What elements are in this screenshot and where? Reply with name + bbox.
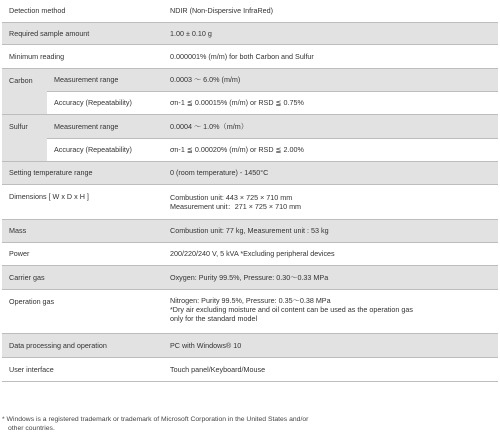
table-row	[2, 138, 498, 161]
operation-gas-line: Nitrogen: Purity 99.5%, Pressure: 0.35～0.38 MPa	[170, 295, 331, 305]
row-value: 0.0003 ～ 6.0% (m/m)	[163, 68, 498, 91]
row-value	[163, 184, 498, 219]
row-label: Detection method	[2, 0, 163, 22]
table-row	[2, 184, 498, 219]
row-value: σn-1 ≦ 0.00020% (m/m) or RSD ≦ 2.00%	[163, 138, 498, 161]
dimensions-measurement: Measurement unit：271 × 725 × 710 mm	[170, 201, 302, 211]
table-row	[2, 357, 498, 381]
row-label: Operation gas	[2, 289, 163, 333]
row-label: Data processing and operation	[2, 333, 163, 357]
row-label: Measurement range	[47, 114, 163, 138]
trademark-footnote	[2, 415, 482, 433]
sulfur-group-label: Sulfur	[2, 114, 47, 161]
table-row	[2, 161, 498, 184]
row-label: Accuracy (Repeatability)	[47, 91, 163, 114]
row-value: σn-1 ≦ 0.00015% (m/m) or RSD ≦ 0.75%	[163, 91, 498, 114]
row-label: Setting temperature range	[2, 161, 163, 184]
table-row	[2, 22, 498, 44]
table-row	[2, 265, 498, 289]
row-label: Minimum reading	[2, 44, 163, 68]
table-row	[2, 44, 498, 68]
carbon-group-label: Carbon	[2, 68, 47, 114]
footnote-line: * Windows is a registered trademark or trademark of Microsoft Corporation in the United States and/or	[2, 416, 309, 423]
row-value: Combustion unit: 77 kg, Measurement unit : 53 kg	[163, 219, 498, 242]
row-value: 0 (room temperature) - 1450°C	[163, 161, 498, 184]
row-label: Mass	[2, 219, 163, 242]
row-value: NDIR (Non-Dispersive InfraRed)	[163, 0, 498, 22]
row-label: User interface	[2, 357, 163, 381]
table-row	[2, 333, 498, 357]
dimensions-combustion: Combustion unit: 443 × 725 × 710 mm	[170, 192, 293, 202]
row-value: Oxygen: Purity 99.5%, Pressure: 0.30～0.33 MPa	[163, 265, 498, 289]
table-row	[2, 289, 498, 333]
table-row	[2, 0, 498, 22]
row-value: PC with Windows® 10	[163, 333, 498, 357]
operation-gas-line: only for the standard model	[170, 313, 258, 323]
table-row	[2, 114, 498, 138]
operation-gas-line: *Dry air excluding moisture and oil content can be used as the operation gas	[170, 304, 413, 314]
table-row	[2, 242, 498, 265]
row-value: 0.000001% (m/m) for both Carbon and Sulfur	[163, 44, 498, 68]
row-label: Power	[2, 242, 163, 265]
row-value: 1.00 ± 0.10 g	[163, 22, 498, 44]
row-label: Required sample amount	[2, 22, 163, 44]
footnote-line: other countries.	[8, 425, 55, 432]
specifications-table	[2, 0, 498, 382]
row-value: 200/220/240 V, 5 kVA *Excluding peripheral devices	[163, 242, 498, 265]
row-label: Accuracy (Repeatability)	[47, 138, 163, 161]
row-value: Touch panel/Keyboard/Mouse	[163, 357, 498, 381]
row-label: Measurement range	[47, 68, 163, 91]
table-row	[2, 91, 498, 114]
row-label: Carrier gas	[2, 265, 163, 289]
row-label: Dimensions [ W x D x H ]	[2, 184, 163, 219]
row-value	[163, 289, 498, 333]
table-row	[2, 68, 498, 91]
table-row	[2, 219, 498, 242]
row-value: 0.0004 ～ 1.0%（m/m）	[163, 114, 498, 138]
